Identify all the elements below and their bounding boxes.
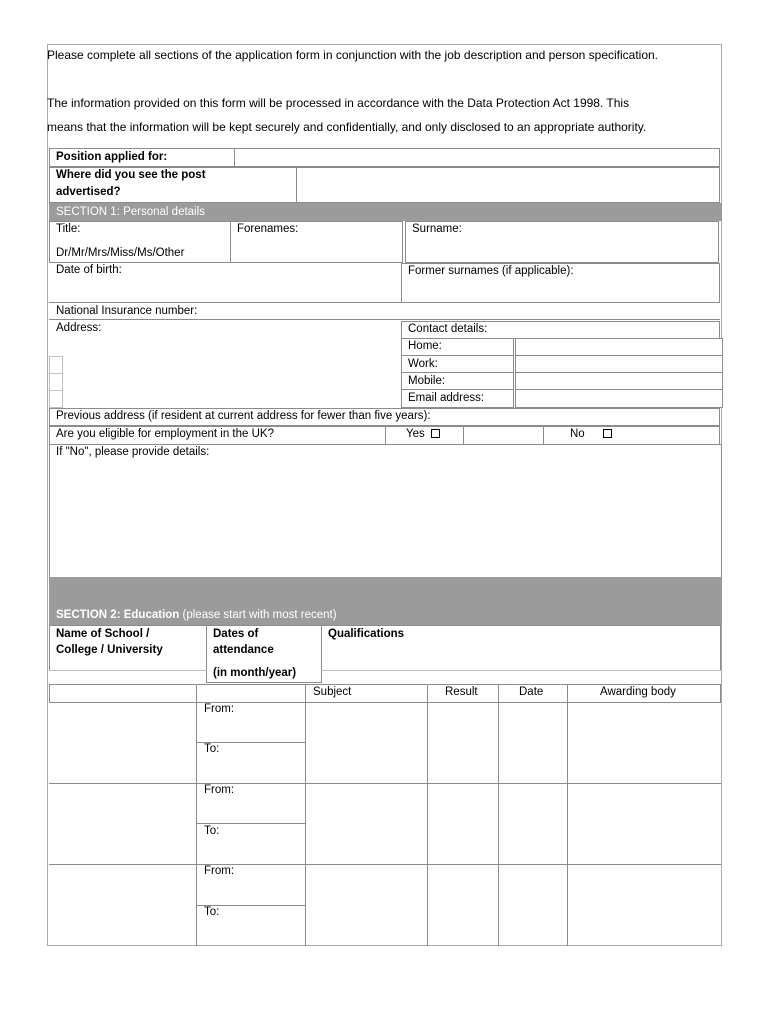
position-applied-field[interactable] xyxy=(234,148,720,167)
school-header-2: College / University xyxy=(56,644,163,656)
mobile-label: Mobile: xyxy=(408,375,446,387)
edu-col-divider-3 xyxy=(427,684,428,946)
address-label: Address: xyxy=(56,322,102,334)
address-line-marker-2 xyxy=(49,373,63,391)
subject-header: Subject xyxy=(313,686,352,698)
home-label: Home: xyxy=(408,340,442,352)
email-field[interactable] xyxy=(515,389,723,408)
dob-label: Date of birth: xyxy=(56,264,122,276)
qualifications-header: Qualifications xyxy=(328,628,405,640)
yes-checkbox[interactable] xyxy=(431,429,440,438)
section2-title-rest: (please start with most recent) xyxy=(179,609,337,621)
where-seen-field[interactable] xyxy=(296,167,720,203)
row1-from-label: From: xyxy=(204,703,235,715)
edu-row-divider-1 xyxy=(49,783,721,784)
contact-details-label: Contact details: xyxy=(408,323,488,335)
work-phone-field[interactable] xyxy=(515,355,723,373)
eligibility-divider-3 xyxy=(543,426,544,445)
qual-sub-divider xyxy=(321,670,721,671)
ni-number-label: National Insurance number: xyxy=(56,305,198,317)
address-line-marker-1 xyxy=(49,356,63,374)
if-no-label: If "No", please provide details: xyxy=(56,446,210,458)
eligible-no-option[interactable] xyxy=(570,427,612,441)
row2-from-label: From: xyxy=(204,784,235,796)
section2-title-bold: SECTION 2: Education xyxy=(56,609,180,621)
surname-label: Surname: xyxy=(412,223,462,235)
position-applied-label: Position applied for: xyxy=(56,151,168,163)
dob-divider xyxy=(49,302,401,303)
awarding-body-header: Awarding body xyxy=(600,686,676,698)
title-options: Dr/Mr/Mrs/Miss/Ms/Other xyxy=(56,247,185,259)
row3-to-label: To: xyxy=(204,906,220,918)
section1-title: SECTION 1: Personal details xyxy=(56,206,205,218)
ni-divider xyxy=(49,319,720,320)
edu-col-divider-1 xyxy=(196,684,197,946)
no-label: No xyxy=(570,428,585,440)
address-line-marker-3 xyxy=(49,390,63,408)
if-no-details-field[interactable] xyxy=(49,444,722,578)
email-label: Email address: xyxy=(408,392,485,404)
title-label: Title: xyxy=(56,223,81,235)
result-header: Result xyxy=(445,686,478,698)
dates-header-1: Dates of xyxy=(213,628,259,640)
where-seen-label-2: advertised? xyxy=(56,186,121,198)
school-sub-divider xyxy=(49,670,207,671)
section2-title xyxy=(56,608,337,622)
dates-header-2: attendance xyxy=(213,644,274,656)
no-checkbox[interactable] xyxy=(603,429,612,438)
edu-col-divider-5 xyxy=(567,684,568,946)
eligibility-divider-2 xyxy=(463,426,464,445)
where-seen-label-1: Where did you see the post xyxy=(56,169,206,181)
intro-line-3: means that the information will be kept securely and confidentially, and only disclosed to an appropriate authority. xyxy=(47,120,647,134)
forenames-label: Forenames: xyxy=(237,223,299,235)
former-surnames-label: Former surnames (if applicable): xyxy=(408,265,574,277)
home-phone-field[interactable] xyxy=(515,338,723,356)
row3-from-label: From: xyxy=(204,865,235,877)
row1-to-label: To: xyxy=(204,743,220,755)
edu-col-divider-4 xyxy=(498,684,499,946)
previous-address-label: Previous address (if resident at current address for fewer than five years): xyxy=(56,410,431,422)
edu-col-divider-2 xyxy=(305,684,306,946)
school-header-1: Name of School / xyxy=(56,628,150,640)
dates-header-3: (in month/year) xyxy=(213,667,297,679)
mobile-phone-field[interactable] xyxy=(515,372,723,390)
eligible-yes-option[interactable] xyxy=(406,427,440,441)
date-header: Date xyxy=(519,686,544,698)
work-label: Work: xyxy=(408,358,438,370)
intro-line-1: Please complete all sections of the application form in conjunction with the job description and person specification. xyxy=(47,48,659,62)
intro-line-2: The information provided on this form will be processed in accordance with the Data Protection Act 1998. This xyxy=(47,96,630,110)
yes-label: Yes xyxy=(406,428,425,440)
row2-to-label: To: xyxy=(204,825,220,837)
edu-row-divider-2 xyxy=(49,864,721,865)
eligibility-divider-1 xyxy=(385,426,386,445)
eligibility-label: Are you eligible for employment in the UK? xyxy=(56,428,274,440)
